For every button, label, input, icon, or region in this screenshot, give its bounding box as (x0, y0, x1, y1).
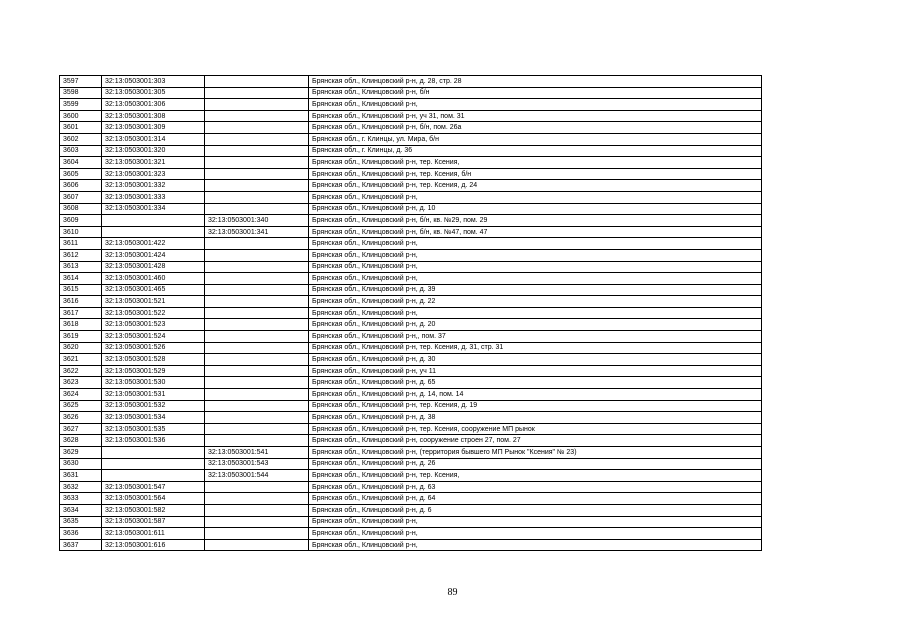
address-cell: Брянская обл., Клинцовский р-н, (309, 539, 762, 551)
address-cell: Брянская обл., Клинцовский р-н, б/н (309, 87, 762, 99)
cadastral-number-cell (102, 447, 205, 459)
building-number-cell (205, 354, 309, 366)
building-number-cell: 32:13:0503001:543 (205, 458, 309, 470)
row-number-cell: 3612 (60, 249, 102, 261)
address-cell: Брянская обл., Клинцовский р-н, (309, 191, 762, 203)
table-row (60, 412, 762, 424)
row-number-cell: 3630 (60, 458, 102, 470)
building-number-cell (205, 377, 309, 389)
building-number-cell (205, 191, 309, 203)
cadastral-number-cell: 32:13:0503001:526 (102, 342, 205, 354)
address-cell: Брянская обл., Клинцовский р-н, (309, 238, 762, 250)
address-cell: Брянская обл., Клинцовский р-н, д. 28, стр. 28 (309, 76, 762, 88)
address-cell: Брянская обл., Клинцовский р-н, д. 30 (309, 354, 762, 366)
cadastral-number-cell: 32:13:0503001:309 (102, 122, 205, 134)
row-number-cell: 3607 (60, 191, 102, 203)
cadastral-number-cell: 32:13:0503001:529 (102, 365, 205, 377)
address-cell: Брянская обл., Клинцовский р-н, (309, 528, 762, 540)
address-cell: Брянская обл., Клинцовский р-н, д. 65 (309, 377, 762, 389)
building-number-cell (205, 319, 309, 331)
cadastral-number-cell: 32:13:0503001:564 (102, 493, 205, 505)
cadastral-number-cell: 32:13:0503001:428 (102, 261, 205, 273)
cadastral-number-cell: 32:13:0503001:321 (102, 157, 205, 169)
row-number-cell: 3636 (60, 528, 102, 540)
row-number-cell: 3601 (60, 122, 102, 134)
row-number-cell: 3622 (60, 365, 102, 377)
table-row (60, 99, 762, 111)
address-cell: Брянская обл., г. Клинцы, д. 36 (309, 145, 762, 157)
cadastral-number-cell (102, 215, 205, 227)
address-cell: Брянская обл., Клинцовский р-н, д. 20 (309, 319, 762, 331)
row-number-cell: 3599 (60, 99, 102, 111)
row-number-cell: 3632 (60, 481, 102, 493)
row-number-cell: 3634 (60, 504, 102, 516)
building-number-cell (205, 122, 309, 134)
row-number-cell: 3618 (60, 319, 102, 331)
cadastral-number-cell: 32:13:0503001:334 (102, 203, 205, 215)
table-row (60, 284, 762, 296)
address-cell: Брянская обл., Клинцовский р-н, (309, 516, 762, 528)
building-number-cell (205, 180, 309, 192)
building-number-cell (205, 504, 309, 516)
row-number-cell: 3604 (60, 157, 102, 169)
table-row (60, 342, 762, 354)
address-cell: Брянская обл., Клинцовский р-н, тер. Ксения, д. 24 (309, 180, 762, 192)
building-number-cell (205, 261, 309, 273)
row-number-cell: 3610 (60, 226, 102, 238)
address-cell: Брянская обл., Клинцовский р-н, д. 6 (309, 504, 762, 516)
cadastral-number-cell: 32:13:0503001:422 (102, 238, 205, 250)
building-number-cell (205, 400, 309, 412)
row-number-cell: 3637 (60, 539, 102, 551)
building-number-cell: 32:13:0503001:341 (205, 226, 309, 238)
building-number-cell (205, 157, 309, 169)
cadastral-number-cell: 32:13:0503001:530 (102, 377, 205, 389)
building-number-cell (205, 168, 309, 180)
row-number-cell: 3600 (60, 110, 102, 122)
page-number: 89 (447, 587, 458, 598)
row-number-cell: 3598 (60, 87, 102, 99)
building-number-cell (205, 435, 309, 447)
cadastral-number-cell: 32:13:0503001:611 (102, 528, 205, 540)
table-row (60, 423, 762, 435)
building-number-cell (205, 481, 309, 493)
address-cell: Брянская обл., Клинцовский р-н, б/н, кв. №47, пом. 47 (309, 226, 762, 238)
table-row (60, 435, 762, 447)
cadastral-number-cell: 32:13:0503001:531 (102, 389, 205, 401)
row-number-cell: 3623 (60, 377, 102, 389)
building-number-cell (205, 296, 309, 308)
address-cell: Брянская обл., Клинцовский р-н, б/н, пом. 26а (309, 122, 762, 134)
address-cell: Брянская обл., г. Клинцы, ул. Мира, б/н (309, 133, 762, 145)
cadastral-number-cell: 32:13:0503001:582 (102, 504, 205, 516)
address-cell: Брянская обл., Клинцовский р-н, д. 10 (309, 203, 762, 215)
row-number-cell: 3628 (60, 435, 102, 447)
row-number-cell: 3629 (60, 447, 102, 459)
row-number-cell: 3621 (60, 354, 102, 366)
table-row (60, 539, 762, 551)
table-row (60, 516, 762, 528)
building-number-cell (205, 307, 309, 319)
row-number-cell: 3597 (60, 76, 102, 88)
address-cell: Брянская обл., Клинцовский р-н, д. 38 (309, 412, 762, 424)
row-number-cell: 3624 (60, 389, 102, 401)
table-row (60, 365, 762, 377)
building-number-cell (205, 516, 309, 528)
cadastral-number-cell (102, 470, 205, 482)
table-row (60, 504, 762, 516)
table-row (60, 296, 762, 308)
cadastral-number-cell: 32:13:0503001:535 (102, 423, 205, 435)
row-number-cell: 3619 (60, 331, 102, 343)
row-number-cell: 3625 (60, 400, 102, 412)
cadastral-number-cell: 32:13:0503001:528 (102, 354, 205, 366)
row-number-cell: 3606 (60, 180, 102, 192)
row-number-cell: 3627 (60, 423, 102, 435)
registry-table-body (60, 76, 762, 551)
table-row (60, 354, 762, 366)
cadastral-number-cell: 32:13:0503001:320 (102, 145, 205, 157)
cadastral-number-cell: 32:13:0503001:424 (102, 249, 205, 261)
building-number-cell (205, 110, 309, 122)
building-number-cell (205, 133, 309, 145)
table-row (60, 168, 762, 180)
row-number-cell: 3615 (60, 284, 102, 296)
table-row (60, 319, 762, 331)
table-row (60, 203, 762, 215)
address-cell: Брянская обл., Клинцовский р-н, тер. Ксения, (309, 157, 762, 169)
cadastral-number-cell: 32:13:0503001:521 (102, 296, 205, 308)
building-number-cell (205, 76, 309, 88)
cadastral-number-cell: 32:13:0503001:305 (102, 87, 205, 99)
table-row (60, 493, 762, 505)
address-cell: Брянская обл., Клинцовский р-н, уч 31, пом. 31 (309, 110, 762, 122)
cadastral-number-cell: 32:13:0503001:323 (102, 168, 205, 180)
cadastral-number-cell: 32:13:0503001:333 (102, 191, 205, 203)
building-number-cell (205, 342, 309, 354)
building-number-cell (205, 389, 309, 401)
cadastral-number-cell (102, 458, 205, 470)
building-number-cell (205, 99, 309, 111)
address-cell: Брянская обл., Клинцовский р-н, д. 64 (309, 493, 762, 505)
row-number-cell: 3609 (60, 215, 102, 227)
cadastral-number-cell: 32:13:0503001:547 (102, 481, 205, 493)
registry-table (59, 75, 762, 551)
row-number-cell: 3633 (60, 493, 102, 505)
address-cell: Брянская обл., Клинцовский р-н, д. 14, пом. 14 (309, 389, 762, 401)
building-number-cell (205, 145, 309, 157)
row-number-cell: 3608 (60, 203, 102, 215)
address-cell: Брянская обл., Клинцовский р-н, тер. Ксения, (309, 470, 762, 482)
table-row (60, 273, 762, 285)
table-row (60, 76, 762, 88)
row-number-cell: 3614 (60, 273, 102, 285)
row-number-cell: 3617 (60, 307, 102, 319)
row-number-cell: 3635 (60, 516, 102, 528)
table-row (60, 122, 762, 134)
address-cell: Брянская обл., Клинцовский р-н, уч 11 (309, 365, 762, 377)
address-cell: Брянская обл., Клинцовский р-н, (309, 261, 762, 273)
building-number-cell: 32:13:0503001:340 (205, 215, 309, 227)
cadastral-number-cell: 32:13:0503001:465 (102, 284, 205, 296)
table-row (60, 447, 762, 459)
building-number-cell (205, 412, 309, 424)
row-number-cell: 3602 (60, 133, 102, 145)
table-row (60, 226, 762, 238)
cadastral-number-cell: 32:13:0503001:532 (102, 400, 205, 412)
row-number-cell: 3620 (60, 342, 102, 354)
address-cell: Брянская обл., Клинцовский р-н,, пом. 37 (309, 331, 762, 343)
table-row (60, 261, 762, 273)
cadastral-number-cell (102, 226, 205, 238)
cadastral-number-cell: 32:13:0503001:306 (102, 99, 205, 111)
row-number-cell: 3626 (60, 412, 102, 424)
table-row (60, 528, 762, 540)
table-row (60, 180, 762, 192)
table-row (60, 133, 762, 145)
address-cell: Брянская обл., Клинцовский р-н, тер. Ксения, д. 31, стр. 31 (309, 342, 762, 354)
table-row (60, 87, 762, 99)
address-cell: Брянская обл., Клинцовский р-н, (309, 273, 762, 285)
building-number-cell (205, 284, 309, 296)
building-number-cell (205, 528, 309, 540)
cadastral-number-cell: 32:13:0503001:534 (102, 412, 205, 424)
address-cell: Брянская обл., Клинцовский р-н, тер. Ксения, сооружение МП рынок (309, 423, 762, 435)
address-cell: Брянская обл., Клинцовский р-н, д. 63 (309, 481, 762, 493)
table-row (60, 157, 762, 169)
address-cell: Брянская обл., Клинцовский р-н, (309, 249, 762, 261)
address-cell: Брянская обл., Клинцовский р-н, (309, 307, 762, 319)
building-number-cell (205, 87, 309, 99)
address-cell: Брянская обл., Клинцовский р-н, (309, 99, 762, 111)
building-number-cell (205, 273, 309, 285)
table-row (60, 145, 762, 157)
table-row (60, 191, 762, 203)
row-number-cell: 3616 (60, 296, 102, 308)
address-cell: Брянская обл., Клинцовский р-н, д. 26 (309, 458, 762, 470)
cadastral-number-cell: 32:13:0503001:308 (102, 110, 205, 122)
row-number-cell: 3611 (60, 238, 102, 250)
cadastral-number-cell: 32:13:0503001:616 (102, 539, 205, 551)
table-row (60, 331, 762, 343)
table-row (60, 470, 762, 482)
cadastral-number-cell: 32:13:0503001:536 (102, 435, 205, 447)
cadastral-number-cell: 32:13:0503001:524 (102, 331, 205, 343)
table-row (60, 238, 762, 250)
building-number-cell (205, 203, 309, 215)
building-number-cell: 32:13:0503001:541 (205, 447, 309, 459)
table-row (60, 400, 762, 412)
building-number-cell (205, 331, 309, 343)
table-row (60, 249, 762, 261)
table-row (60, 458, 762, 470)
building-number-cell (205, 249, 309, 261)
row-number-cell: 3603 (60, 145, 102, 157)
row-number-cell: 3613 (60, 261, 102, 273)
cadastral-number-cell: 32:13:0503001:587 (102, 516, 205, 528)
building-number-cell: 32:13:0503001:544 (205, 470, 309, 482)
cadastral-number-cell: 32:13:0503001:460 (102, 273, 205, 285)
row-number-cell: 3605 (60, 168, 102, 180)
cadastral-number-cell: 32:13:0503001:303 (102, 76, 205, 88)
building-number-cell (205, 423, 309, 435)
cadastral-number-cell: 32:13:0503001:314 (102, 133, 205, 145)
table-row (60, 110, 762, 122)
address-cell: Брянская обл., Клинцовский р-н, тер. Ксения, д. 19 (309, 400, 762, 412)
address-cell: Брянская обл., Клинцовский р-н, б/н, кв. №29, пом. 29 (309, 215, 762, 227)
table-row (60, 481, 762, 493)
address-cell: Брянская обл., Клинцовский р-н, тер. Ксения, б/н (309, 168, 762, 180)
row-number-cell: 3631 (60, 470, 102, 482)
building-number-cell (205, 365, 309, 377)
cadastral-number-cell: 32:13:0503001:522 (102, 307, 205, 319)
address-cell: Брянская обл., Клинцовский р-н, д. 22 (309, 296, 762, 308)
address-cell: Брянская обл., Клинцовский р-н, (территория бывшего МП Рынок "Ксения" № 23) (309, 447, 762, 459)
cadastral-number-cell: 32:13:0503001:523 (102, 319, 205, 331)
building-number-cell (205, 493, 309, 505)
cadastral-number-cell: 32:13:0503001:332 (102, 180, 205, 192)
table-row (60, 389, 762, 401)
table-row (60, 215, 762, 227)
address-cell: Брянская обл., Клинцовский р-н, д. 39 (309, 284, 762, 296)
building-number-cell (205, 238, 309, 250)
address-cell: Брянская обл., Клинцовский р-н, сооружение строен 27, пом. 27 (309, 435, 762, 447)
building-number-cell (205, 539, 309, 551)
table-row (60, 307, 762, 319)
table-row (60, 377, 762, 389)
